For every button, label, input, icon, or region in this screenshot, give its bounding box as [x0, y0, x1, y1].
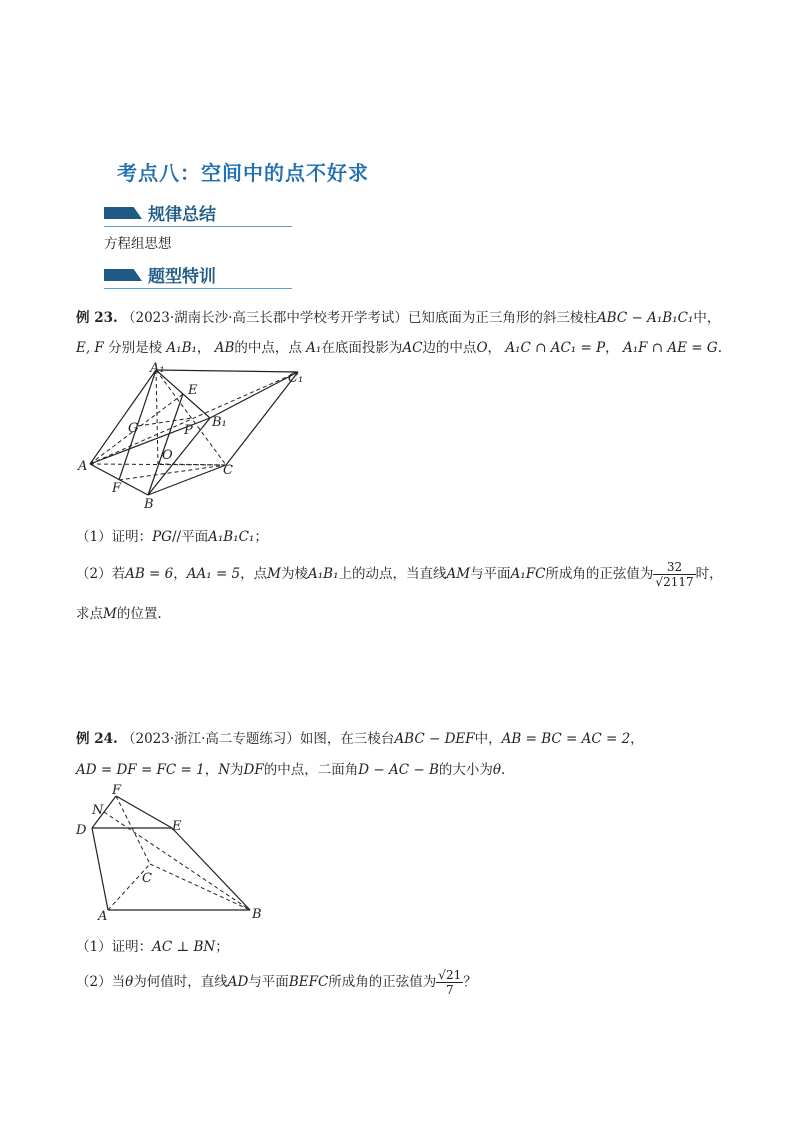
label-D: D [76, 823, 87, 838]
label-A1: A₁ [150, 361, 165, 376]
text: 的中点，点 [234, 340, 302, 356]
edge-EB [172, 828, 250, 910]
ex23-line1 [76, 306, 720, 326]
edge-A1C1 [156, 370, 298, 372]
math: BEFC [288, 974, 329, 990]
label-N: N [92, 803, 104, 818]
text: 的大小为 [438, 762, 493, 778]
ex23-label: 例 23. [76, 310, 118, 326]
text: 为 [230, 762, 244, 778]
text: . [717, 340, 722, 356]
text: ， [630, 731, 644, 747]
text: （1）证明： [76, 939, 153, 955]
label-P: P [184, 423, 193, 438]
ex23-line2 [76, 336, 722, 356]
text: 所成角的正弦值为 [545, 566, 654, 582]
math: AB = 6 [125, 566, 174, 582]
text: 所成角的正弦值为 [328, 974, 437, 990]
math: A₁C ∩ AC₁ = P [505, 340, 606, 356]
label-F: F [112, 481, 122, 496]
text: 与平面 [470, 566, 511, 582]
ex24-line1 [76, 727, 644, 747]
edge-C1B1 [210, 372, 298, 418]
label-E: E [172, 819, 182, 834]
math: N [218, 762, 231, 778]
label-B: B [252, 907, 262, 922]
prism-figure [76, 360, 326, 512]
text: （2）若 [76, 566, 126, 582]
math: DF [243, 762, 264, 778]
text: //平面 [171, 529, 209, 545]
text: 时， [695, 566, 723, 582]
text: ； [254, 529, 268, 545]
fraction-numerator: √21 [438, 968, 462, 982]
label-C: C [223, 463, 233, 478]
math: AM [446, 566, 471, 582]
text: 与平面 [248, 974, 289, 990]
banner-underline [104, 288, 292, 289]
summary-banner-label: 规律总结 [148, 205, 216, 225]
math: θ [492, 762, 502, 778]
label-A: A [98, 909, 108, 924]
text: ？ [463, 974, 477, 990]
section-title: 考点八：空间中的点不好求 [117, 161, 369, 185]
fraction-denominator: √2117 [655, 575, 694, 589]
label-B: B [144, 497, 154, 512]
ex24-source: （2023·浙江·高二专题练习）如图，在三棱台 [121, 731, 395, 747]
text: ， [487, 340, 502, 356]
math: A₁ [306, 340, 322, 356]
training-banner [104, 263, 292, 289]
math: A₁B₁ [166, 340, 197, 356]
banner-bar-icon [104, 207, 142, 219]
math: AC ⊥ BN [152, 939, 216, 955]
label-A: A [78, 459, 88, 474]
label-F: F [112, 783, 122, 798]
text: ， [605, 340, 619, 356]
ex23-tail: 中， [693, 310, 721, 326]
summary-banner [104, 201, 292, 227]
ex23-prism: ABC − A₁B₁C₁ [596, 310, 694, 326]
math: O [476, 340, 488, 356]
text: ， [204, 762, 219, 778]
text: . [501, 762, 506, 778]
ex24-q2 [76, 968, 477, 997]
ex24-label: 例 24. [76, 731, 118, 747]
ex24-line2 [76, 758, 505, 778]
text: 边的中点 [422, 340, 477, 356]
frustum-figure [70, 782, 280, 922]
label-B1: B₁ [212, 415, 227, 430]
ex23-q2-line2 [76, 602, 162, 622]
math: A₁B₁ [307, 566, 339, 582]
label-O: O [162, 448, 173, 463]
label-C: C [142, 871, 152, 886]
math: AD = DF = FC = 1 [76, 762, 205, 778]
text: （1）证明： [76, 529, 153, 545]
text: （2）当 [76, 974, 126, 990]
text: 上的动点，当直线 [338, 566, 447, 582]
fraction-denominator: 7 [445, 983, 454, 997]
math: AD [227, 974, 249, 990]
text: 中， [474, 731, 502, 747]
text: ， [173, 566, 187, 582]
math: PG [152, 529, 172, 545]
fraction-numerator: 32 [653, 560, 695, 575]
math: D − AC − B [358, 762, 439, 778]
label-E: E [188, 383, 198, 398]
math: A₁FC [510, 566, 546, 582]
math: A₁B₁C₁ [208, 529, 255, 545]
edge-CB [150, 864, 250, 910]
ex23-source: （2023·湖南长沙·高三长郡中学校考开学考试）已知底面为正三角形的斜三棱柱 [121, 310, 597, 326]
edge-EB [148, 394, 183, 495]
banner-underline [104, 226, 292, 227]
math: E, F [76, 340, 104, 356]
text: ； [215, 939, 229, 955]
edge-FE [116, 796, 172, 828]
text: 的中点，二面角 [263, 762, 359, 778]
ex24-q1 [76, 935, 229, 955]
math: AA₁ = 5 [186, 566, 241, 582]
text: 为棱 [280, 566, 308, 582]
math: AB [214, 340, 235, 356]
ex23-q1 [76, 525, 268, 545]
summary-text: 方程组思想 [104, 236, 172, 252]
edge-FC [119, 465, 226, 480]
math: A₁F ∩ AE = G [622, 340, 718, 356]
label-C1: C₁ [288, 371, 304, 386]
text: 分别是棱 [108, 340, 163, 356]
math: ABC − DEF [394, 731, 475, 747]
math: θ [125, 974, 134, 990]
ex23-q2 [76, 560, 723, 589]
text: 求点 [76, 606, 103, 622]
edge-DA [92, 828, 108, 910]
math: AC [402, 340, 423, 356]
banner-bar-icon [104, 269, 142, 281]
fraction [653, 560, 695, 589]
text: 在底面投影为 [321, 340, 403, 356]
text: 的位置. [116, 606, 162, 622]
math: M [267, 566, 281, 582]
edge-A1O [156, 370, 158, 464]
label-G: G [128, 421, 139, 436]
text: 为何值时，直线 [133, 974, 228, 990]
fraction [436, 968, 463, 997]
math: AB = BC = AC = 2 [501, 731, 631, 747]
text: ， [196, 340, 211, 356]
training-banner-label: 题型特训 [148, 267, 216, 287]
text: ，点 [240, 566, 268, 582]
math: M [103, 606, 117, 622]
